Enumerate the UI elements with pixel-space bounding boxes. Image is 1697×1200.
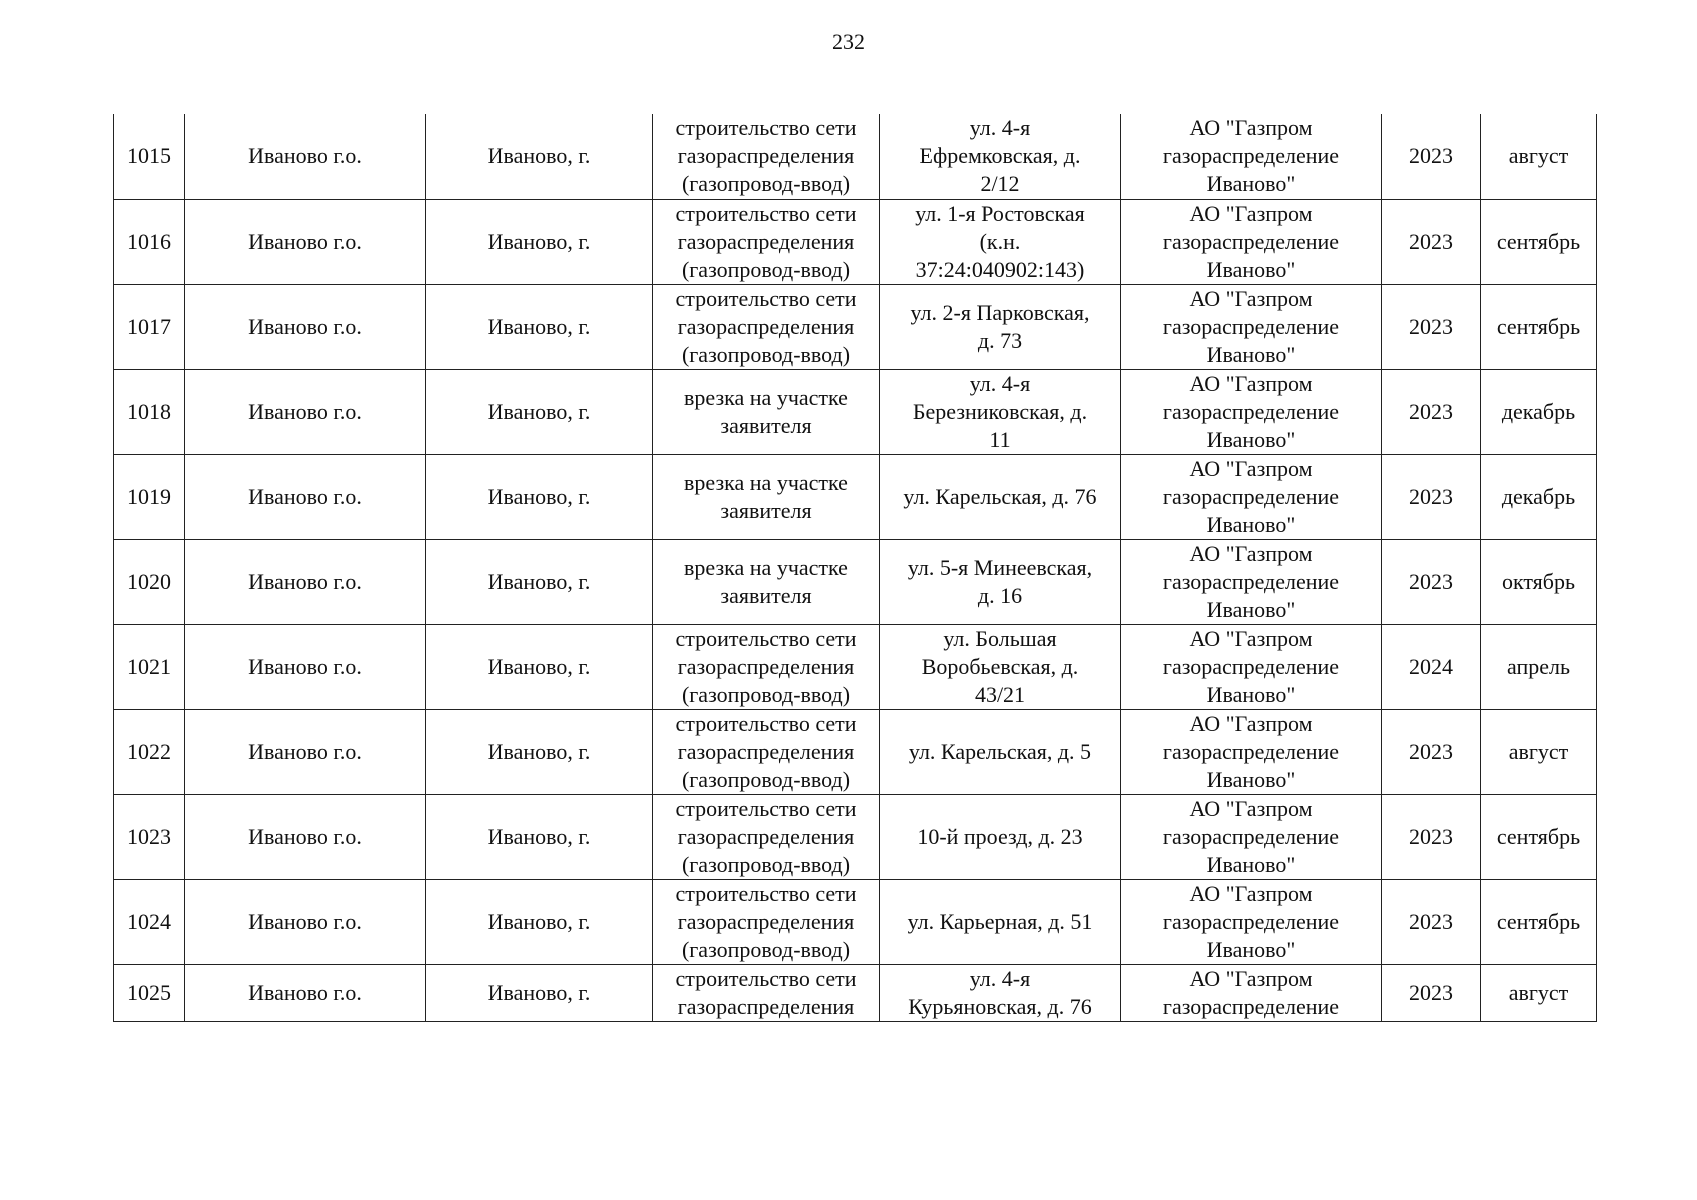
address-text: ул. Карьерная, д. 51: [907, 908, 1093, 934]
organization-text: АО "Газпром газораспределение Иваново": [1162, 540, 1340, 622]
work-type-cell: [653, 454, 880, 539]
work-type-text: строительство сети газораспределения (газопровод-ввод): [675, 285, 857, 367]
work-type-text: строительство сети газораспределения (газопровод-ввод): [675, 625, 857, 707]
year-cell: 2023: [1382, 199, 1481, 284]
year-cell: 2023: [1382, 539, 1481, 624]
month-cell: декабрь: [1481, 454, 1597, 539]
month-cell: сентябрь: [1481, 794, 1597, 879]
address-cell: [880, 284, 1121, 369]
address-text: ул. 4-я Курьяновская, д. 76: [908, 965, 1092, 1019]
address-text: 10-й проезд, д. 23: [917, 823, 1083, 849]
table-row: [114, 539, 1597, 624]
year-cell: 2023: [1382, 709, 1481, 794]
year-cell: 2024: [1382, 624, 1481, 709]
district-cell: Иваново г.о.: [185, 794, 426, 879]
row-number-cell: 1016: [114, 199, 185, 284]
district-cell: Иваново г.о.: [185, 199, 426, 284]
organization-cell: [1121, 794, 1382, 879]
organization-text: АО "Газпром газораспределение Иваново": [1162, 285, 1340, 367]
town-cell: Иваново, г.: [426, 709, 653, 794]
month-cell: сентябрь: [1481, 879, 1597, 964]
district-cell: Иваново г.о.: [185, 539, 426, 624]
district-cell: Иваново г.о.: [185, 369, 426, 454]
work-type-cell: [653, 539, 880, 624]
town-cell: Иваново, г.: [426, 284, 653, 369]
organization-text: АО "Газпром газораспределение Иваново": [1162, 795, 1340, 877]
work-type-cell: [653, 114, 880, 199]
address-cell: [880, 369, 1121, 454]
organization-cell: [1121, 539, 1382, 624]
work-type-text: строительство сети газораспределения (газопровод-ввод): [675, 115, 857, 197]
work-type-cell: [653, 199, 880, 284]
work-type-cell: [653, 624, 880, 709]
work-type-text: строительство сети газораспределения (газопровод-ввод): [675, 795, 857, 877]
organization-cell: [1121, 369, 1382, 454]
organization-text: АО "Газпром газораспределение: [1162, 965, 1340, 1019]
address-cell: [880, 624, 1121, 709]
work-type-text: строительство сети газораспределения (газопровод-ввод): [675, 880, 857, 962]
year-cell: 2023: [1382, 794, 1481, 879]
town-cell: Иваново, г.: [426, 369, 653, 454]
work-type-text: врезка на участке заявителя: [684, 554, 848, 608]
address-text: ул. Карельская, д. 76: [903, 483, 1097, 509]
address-cell: [880, 539, 1121, 624]
organization-cell: [1121, 709, 1382, 794]
work-type-cell: [653, 964, 880, 1021]
town-cell: Иваново, г.: [426, 879, 653, 964]
town-cell: Иваново, г.: [426, 794, 653, 879]
work-type-cell: [653, 709, 880, 794]
month-cell: август: [1481, 709, 1597, 794]
year-cell: 2023: [1382, 114, 1481, 199]
work-type-text: строительство сети газораспределения: [675, 965, 857, 1019]
page-number: 232: [832, 29, 865, 54]
organization-cell: [1121, 454, 1382, 539]
organization-cell: [1121, 964, 1382, 1021]
row-number-cell: 1018: [114, 369, 185, 454]
address-cell: [880, 794, 1121, 879]
row-number-cell: 1025: [114, 964, 185, 1021]
address-text: ул. 4-я Березниковская, д. 11: [912, 370, 1088, 452]
work-type-cell: [653, 284, 880, 369]
table-row: [114, 709, 1597, 794]
table-row: [114, 624, 1597, 709]
address-cell: [880, 964, 1121, 1021]
address-cell: [880, 114, 1121, 199]
year-cell: 2023: [1382, 879, 1481, 964]
address-cell: [880, 199, 1121, 284]
district-cell: Иваново г.о.: [185, 114, 426, 199]
table-row: [114, 879, 1597, 964]
table-row: [114, 794, 1597, 879]
table-row: [114, 199, 1597, 284]
gas-connection-table: [113, 114, 1597, 1022]
table-row: [114, 454, 1597, 539]
organization-text: АО "Газпром газораспределение Иваново": [1162, 710, 1340, 792]
organization-text: АО "Газпром газораспределение Иваново": [1162, 880, 1340, 962]
table-row: [114, 369, 1597, 454]
work-type-text: врезка на участке заявителя: [684, 469, 848, 523]
month-cell: сентябрь: [1481, 199, 1597, 284]
district-cell: Иваново г.о.: [185, 709, 426, 794]
year-cell: 2023: [1382, 369, 1481, 454]
month-cell: август: [1481, 964, 1597, 1021]
work-type-text: врезка на участке заявителя: [684, 384, 848, 438]
month-cell: сентябрь: [1481, 284, 1597, 369]
organization-cell: [1121, 879, 1382, 964]
organization-cell: [1121, 284, 1382, 369]
organization-cell: [1121, 199, 1382, 284]
row-number-cell: 1023: [114, 794, 185, 879]
month-cell: октябрь: [1481, 539, 1597, 624]
address-text: ул. 5-я Минеевская, д. 16: [907, 554, 1093, 608]
district-cell: Иваново г.о.: [185, 624, 426, 709]
row-number-cell: 1015: [114, 114, 185, 199]
table-row: [114, 114, 1597, 199]
table-row: [114, 964, 1597, 1021]
address-text: ул. Большая Воробьевская, д. 43/21: [921, 625, 1079, 707]
district-cell: Иваново г.о.: [185, 454, 426, 539]
town-cell: Иваново, г.: [426, 454, 653, 539]
address-text: ул. 1-я Ростовская (к.н. 37:24:040902:143): [915, 200, 1085, 282]
work-type-cell: [653, 794, 880, 879]
town-cell: Иваново, г.: [426, 624, 653, 709]
address-cell: [880, 879, 1121, 964]
work-type-cell: [653, 369, 880, 454]
row-number-cell: 1019: [114, 454, 185, 539]
town-cell: Иваново, г.: [426, 114, 653, 199]
district-cell: Иваново г.о.: [185, 964, 426, 1021]
organization-cell: [1121, 624, 1382, 709]
organization-text: АО "Газпром газораспределение Иваново": [1162, 625, 1340, 707]
address-text: ул. 2-я Парковская, д. 73: [910, 299, 1090, 353]
year-cell: 2023: [1382, 454, 1481, 539]
address-cell: [880, 709, 1121, 794]
town-cell: Иваново, г.: [426, 964, 653, 1021]
row-number-cell: 1017: [114, 284, 185, 369]
year-cell: 2023: [1382, 964, 1481, 1021]
month-cell: апрель: [1481, 624, 1597, 709]
organization-text: АО "Газпром газораспределение Иваново": [1162, 200, 1340, 282]
district-cell: Иваново г.о.: [185, 284, 426, 369]
town-cell: Иваново, г.: [426, 199, 653, 284]
address-text: ул. Карельская, д. 5: [908, 738, 1092, 764]
row-number-cell: 1022: [114, 709, 185, 794]
year-cell: 2023: [1382, 284, 1481, 369]
row-number-cell: 1021: [114, 624, 185, 709]
district-cell: Иваново г.о.: [185, 879, 426, 964]
organization-cell: [1121, 114, 1382, 199]
work-type-text: строительство сети газораспределения (газопровод-ввод): [675, 200, 857, 282]
table-row: [114, 284, 1597, 369]
month-cell: декабрь: [1481, 369, 1597, 454]
address-text: ул. 4-я Ефремковская, д. 2/12: [919, 115, 1081, 197]
organization-text: АО "Газпром газораспределение Иваново": [1162, 115, 1340, 197]
address-cell: [880, 454, 1121, 539]
organization-text: АО "Газпром газораспределение Иваново": [1162, 455, 1340, 537]
row-number-cell: 1020: [114, 539, 185, 624]
row-number-cell: 1024: [114, 879, 185, 964]
work-type-cell: [653, 879, 880, 964]
work-type-text: строительство сети газораспределения (газопровод-ввод): [675, 710, 857, 792]
organization-text: АО "Газпром газораспределение Иваново": [1162, 370, 1340, 452]
town-cell: Иваново, г.: [426, 539, 653, 624]
month-cell: август: [1481, 114, 1597, 199]
